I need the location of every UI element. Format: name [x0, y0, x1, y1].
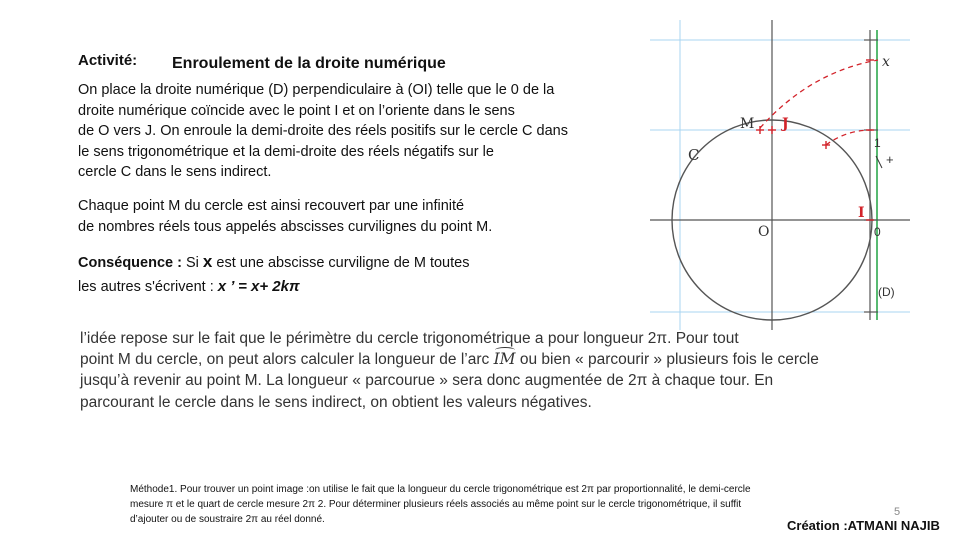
consequence-post: est une abscisse curviligne de M toutes	[212, 255, 470, 271]
arc-im: IM	[494, 349, 516, 370]
consequence-x: x	[202, 252, 213, 271]
point-markers	[756, 60, 874, 220]
idea-line: l’idée repose sur le fait que le périmètre du cercle trigonométrique a pour longueur 2π. Pour tout	[80, 330, 739, 347]
method-line: d’ajouter ou de soustraire 2π au réel donné.	[130, 514, 325, 525]
grid-lines	[650, 20, 910, 330]
formula: x ’ = x+ 2kπ	[217, 278, 300, 295]
intro-line: de O vers J. On enroule la demi-droite des réels positifs sur le cercle C dans	[78, 123, 568, 139]
consequence-label: Conséquence :	[78, 255, 182, 271]
unit-circle-figure	[650, 20, 910, 330]
idea-line	[80, 349, 860, 370]
idea-line-part: point M du cercle, on peut alors calculer la longueur de l’arc	[80, 351, 494, 369]
idea-paragraph	[80, 328, 860, 413]
wrap-arc-lower	[826, 130, 872, 145]
idea-line: jusqu’à revenir au point M. La longueur « parcourue » sera donc augmentée de 2π à chaque tour. En	[80, 372, 774, 390]
label-o: O	[758, 224, 770, 240]
covering-line: Chaque point M du cercle est ainsi recouvert par une infinité	[78, 198, 465, 214]
consequence-line2: les autres s'écrivent :	[78, 279, 218, 295]
label-m: M	[740, 116, 755, 132]
wrap-arc-upper	[760, 60, 878, 128]
covering-line: de nombres réels tous appelés abscisses curvilignes du point M.	[78, 218, 493, 235]
method-note	[130, 482, 830, 527]
label-i: I	[858, 205, 865, 221]
page-number: 5	[894, 506, 901, 518]
consequence-pre: Si	[181, 255, 203, 271]
label-plus: +	[886, 152, 894, 167]
label-j: J	[782, 116, 789, 132]
activity-label: Activité:	[78, 52, 138, 69]
label-d: (D)	[878, 285, 895, 299]
intro-paragraph	[78, 80, 638, 183]
intro-line: le sens trigonométrique et la demi-droite des réels négatifs sur le	[78, 143, 494, 160]
label-x: x	[882, 54, 890, 70]
author-credit: Création :ATMANI NAJIB	[787, 518, 940, 533]
intro-line: droite numérique coïncide avec le point I et on l’oriente dans le sens	[78, 102, 515, 119]
label-one: 1	[874, 136, 881, 150]
idea-line-part: ou bien « parcourir » plusieurs fois le cercle	[515, 351, 819, 369]
intro-line: cercle C dans le sens indirect.	[78, 164, 272, 180]
method-line: Méthode1. Pour trouver un point image :on utilise le fait que la longueur du cercle trigonométrique est 2π par proportionnalité, le demi-cercle	[130, 484, 751, 495]
intro-line: On place la droite numérique (D) perpendiculaire à (OI) telle que le 0 de la	[78, 82, 555, 98]
label-c: C	[688, 146, 700, 164]
consequence-block	[78, 250, 469, 299]
idea-line: parcourant le cercle dans le sens indirect, on obtient les valeurs négatives.	[80, 393, 592, 411]
label-zero: 0	[874, 225, 881, 239]
covering-paragraph	[78, 196, 638, 237]
page-title: Enroulement de la droite numérique	[172, 55, 446, 72]
method-line: mesure π et le quart de cercle mesure 2π 2. Pour déterminer plusieurs réels associés au même point sur le cercle trigonométrique, il suffit	[130, 499, 742, 510]
